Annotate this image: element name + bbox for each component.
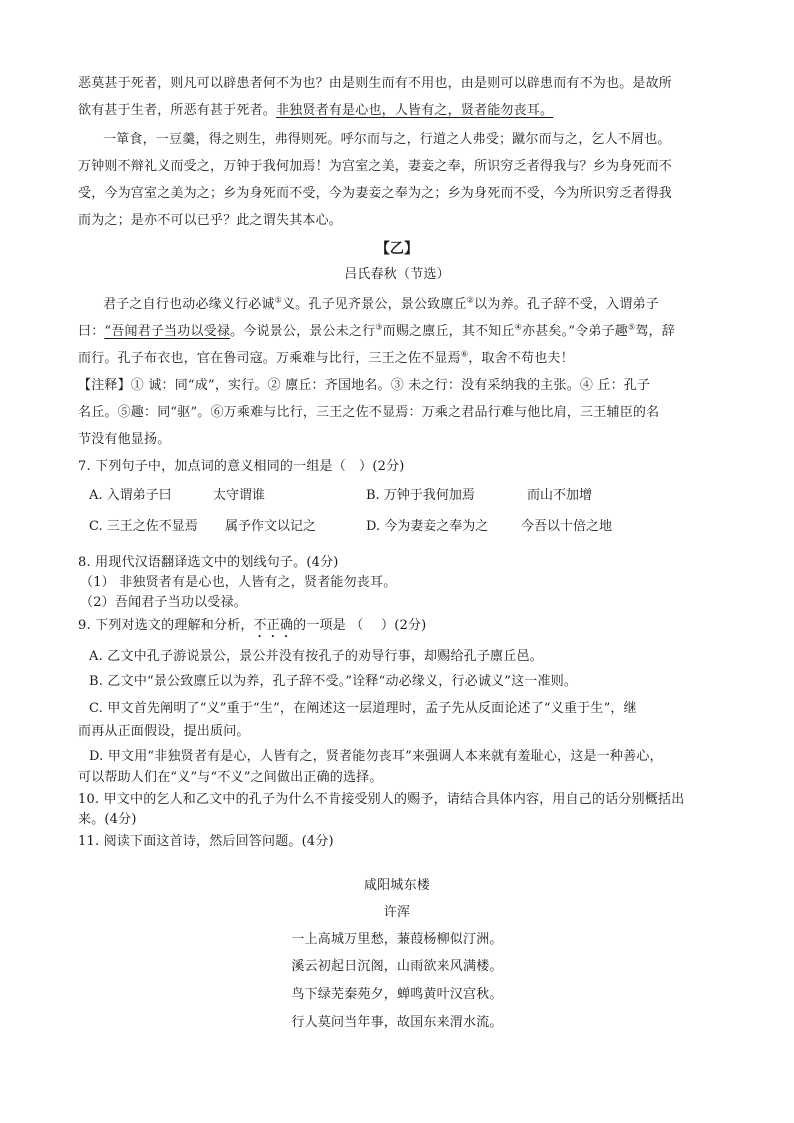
poem-line-1: 一上高城万里愁，蒹葭杨柳似汀洲。 [291, 932, 503, 947]
q9-option-c-line-2: 而再从正面假设，提出质问。 [78, 724, 250, 739]
yi-line-2f: 驾，辞 [635, 324, 675, 339]
note-mark-2: ② [466, 295, 475, 305]
annotation-line-2: 名丘。⑤趣：同“驱”。⑥万乘难与比行，三王之佐不显焉：万乘之君品行难与他比肩，三王辅臣的名 [78, 405, 660, 420]
q7-option-b-2: 而山不加增 [527, 488, 593, 503]
yi-line-3a: 而行。孔子布衣也，官在鲁司寇。万乘难与比行，三王之佐不显焉 [78, 351, 461, 366]
jia-line-2 [78, 101, 553, 121]
yi-line-1b: 义。孔子见齐景公，景公致廪丘 [281, 297, 467, 312]
q8-sentence-1: （1） 非独贤者有是心也，人皆有之，贤者能勿丧耳。 [80, 575, 397, 590]
q7-option-d-1: D. 今为妻妾之奉为之 [366, 519, 489, 534]
section-heading-yi: 【乙】 [375, 241, 419, 257]
poem-line-3: 鸟下绿芜秦苑夕，蝉鸣黄叶汉宫秋。 [291, 987, 503, 1002]
yi-line-2d: 而赐之廪丘，其不知丘 [382, 324, 515, 339]
yi-line-1a: 君子之自行也动必缘义行必诚 [103, 297, 275, 312]
q7-option-a-1: A. 入谓弟子曰 [89, 488, 172, 503]
q8-stem: 8. 用现代汉语翻译选文中的划线句子。(4分) [78, 555, 339, 570]
q9-stem-emphasis: 不正确 [253, 618, 294, 633]
jia-line-5: 受，今为宫室之美为之；乡为身死而不受，今为妻妾之奉为之；乡为身死而不受，今为所识穷乏者得我 [78, 186, 673, 201]
jia-line-1: 恶莫甚于死者，则凡可以辟患者何不为也？由是则生而有不用也，由是则可以辟患而有不为也。是故所 [78, 76, 673, 91]
q9-option-d-line-2: 可以帮助人们在“义”与“不义”之间做出正确的选择。 [78, 770, 383, 785]
yi-line-1c: 以为养。孔子辞不受，入谓弟子 [474, 297, 659, 312]
underlined-sentence-1: 非独贤者有是心也，人皆有之，贤者能勿丧耳。 [276, 103, 554, 118]
q9-stem-c: 的一项是 （ ）(2分) [293, 618, 427, 633]
q7-option-c-1: C. 三王之佐不显焉 [89, 519, 198, 534]
q9-option-d-line-1: D. 甲文用“非独贤者有是心，人皆有之，贤者能勿丧耳”来强调人本来就有羞耻心，这是一种善心， [89, 749, 663, 764]
annotation-line-3: 节没有他显扬。 [78, 432, 171, 447]
note-mark-5: ⑤ [627, 322, 636, 332]
yi-line-3 [78, 349, 574, 369]
yi-line-2c: 。今说景公，景公未之行 [230, 324, 376, 339]
jia-line-6: 而为之；是亦不可以已乎？此之谓失其本心。 [78, 213, 343, 228]
underlined-sentence-2: “吾闻君子当功以受禄 [104, 324, 231, 339]
q9-option-a: A. 乙文中孔子游说景公，景公并没有按孔子的劝导行事，却赐给孔子廪丘邑。 [89, 649, 543, 664]
yi-line-2e: 亦甚矣。”令弟子趣 [522, 324, 628, 339]
q7-option-b-1: B. 万钟于我何加焉 [366, 488, 475, 503]
note-mark-6: ⑥ [460, 349, 469, 359]
q7-option-d-2: 今吾以十倍之地 [521, 519, 613, 534]
yi-line-3b: ，取舍不苟也夫！ [468, 351, 574, 366]
jia-line-2-text: 欲有甚于生者，所恶有甚于死者。 [78, 103, 277, 118]
yi-line-1 [103, 295, 659, 315]
q8-sentence-2: （2）吾闻君子当功以受禄。 [80, 595, 247, 610]
note-mark-1: ① [274, 295, 282, 305]
yi-line-2a: 曰： [78, 324, 105, 339]
q7-option-a-2: 太守谓谁 [213, 488, 266, 503]
q9-option-c-line-1: C. 甲文首先阐明了“义”重于“生”，在阐述这一层道理时，孟子先从反面论述了“义重于生”，继 [89, 701, 637, 716]
q10-line-1: 10. 甲文中的乞人和乙文中的孔子为什么不肯接受别人的赐予，请结合具体内容，用自己的话分别概括出 [78, 792, 685, 807]
q11-stem: 11. 阅读下面这首诗，然后回答问题。(4分) [78, 834, 334, 849]
annotation-line-1: 【注释】① 诚：同“成”，实行。② 廪丘：齐国地名。③ 未之行：没有采纳我的主张。④ 丘：孔子 [78, 378, 651, 393]
jia-line-4: 万钟则不辩礼义而受之，万钟于我何加焉！为宫室之美，妻妾之奉，所识穷乏者得我与？乡为身死而不 [78, 159, 673, 174]
q10-line-2: 来。(4分) [78, 812, 137, 827]
poem-line-4: 行人莫问当年事，故国东来渭水流。 [291, 1015, 503, 1030]
q9-option-b: B. 乙文中“景公致廪丘以为养，孔子辞不受。”诠释“动必缘义，行必诚义”这一准则。 [89, 674, 578, 689]
poem-line-2: 溪云初起日沉阁，山雨欲来风满楼。 [291, 959, 503, 974]
q7-option-c-2: 属予作文以记之 [225, 519, 317, 534]
jia-line-3: 一箪食，一豆羹，得之则生，弗得则死。呼尔而与之，行道之人弗受；蹴尔而与之，乞人不屑也。 [103, 132, 671, 147]
section-title-yi: 吕氏春秋（节选） [344, 267, 450, 282]
poem-title: 咸阳城东楼 [363, 878, 430, 893]
q9-stem-a: 9. 下列对选文的理解和分析， [78, 618, 254, 633]
poem-author: 许浑 [383, 905, 411, 920]
q9-stem [78, 616, 426, 641]
note-mark-3: ③ [375, 322, 383, 332]
q7-stem: 7. 下列句子中，加点词的意义相同的一组是（ ）(2分) [78, 459, 405, 474]
note-mark-4: ④ [514, 322, 523, 332]
yi-line-2 [78, 322, 675, 342]
